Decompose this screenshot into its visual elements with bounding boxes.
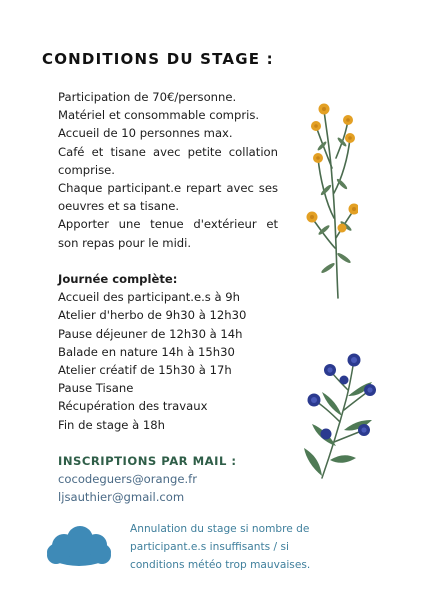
yellow-flower-icon bbox=[298, 98, 358, 303]
email-link-1[interactable]: cocodeguers@orange.fr bbox=[58, 472, 198, 487]
inscriptions-heading: INSCRIPTIONS PAR MAIL : bbox=[58, 454, 237, 468]
schedule-item: Balade en nature 14h à 15h30 bbox=[58, 344, 235, 359]
condition-item: Chaque participant.e repart avec ses oeuvres et sa tisane. bbox=[58, 181, 278, 214]
schedule-item: Fin de stage à 18h bbox=[58, 417, 166, 432]
inscriptions-section bbox=[58, 452, 298, 507]
condition-item: Participation de 70€/personne. bbox=[58, 90, 237, 104]
schedule-item: Pause Tisane bbox=[58, 381, 134, 396]
page-title: CONDITIONS DU STAGE : bbox=[42, 50, 274, 68]
cloud-icon bbox=[44, 524, 114, 570]
condition-item: Café et tisane avec petite collation comprise. bbox=[58, 144, 278, 177]
email-link-2[interactable]: ljsauthier@gmail.com bbox=[58, 490, 185, 505]
annulation-note bbox=[130, 520, 340, 574]
blue-flower-icon bbox=[300, 350, 380, 482]
condition-item: Accueil de 10 personnes max. bbox=[58, 126, 233, 141]
schedule-item: Récupération des travaux bbox=[58, 399, 208, 414]
condition-item: Matériel et consommable compris. bbox=[58, 108, 260, 123]
schedule-heading: Journée complète: bbox=[58, 272, 178, 286]
schedule-item: Atelier d'herbo de 9h30 à 12h30 bbox=[58, 308, 247, 323]
annulation-line: conditions météo trop mauvaises. bbox=[130, 559, 311, 571]
schedule-section bbox=[58, 270, 298, 434]
annulation-line: Annulation du stage si nombre de bbox=[130, 523, 310, 535]
schedule-item: Atelier créatif de 15h30 à 17h bbox=[58, 363, 232, 378]
condition-item: Apporter une tenue d'extérieur et son repas pour le midi. bbox=[58, 217, 278, 250]
annulation-line: participant.e.s insuffisants / si bbox=[130, 541, 289, 553]
schedule-item: Pause déjeuner de 12h30 à 14h bbox=[58, 326, 243, 341]
conditions-list bbox=[58, 88, 278, 252]
schedule-item: Accueil des participant.e.s à 9h bbox=[58, 290, 240, 305]
